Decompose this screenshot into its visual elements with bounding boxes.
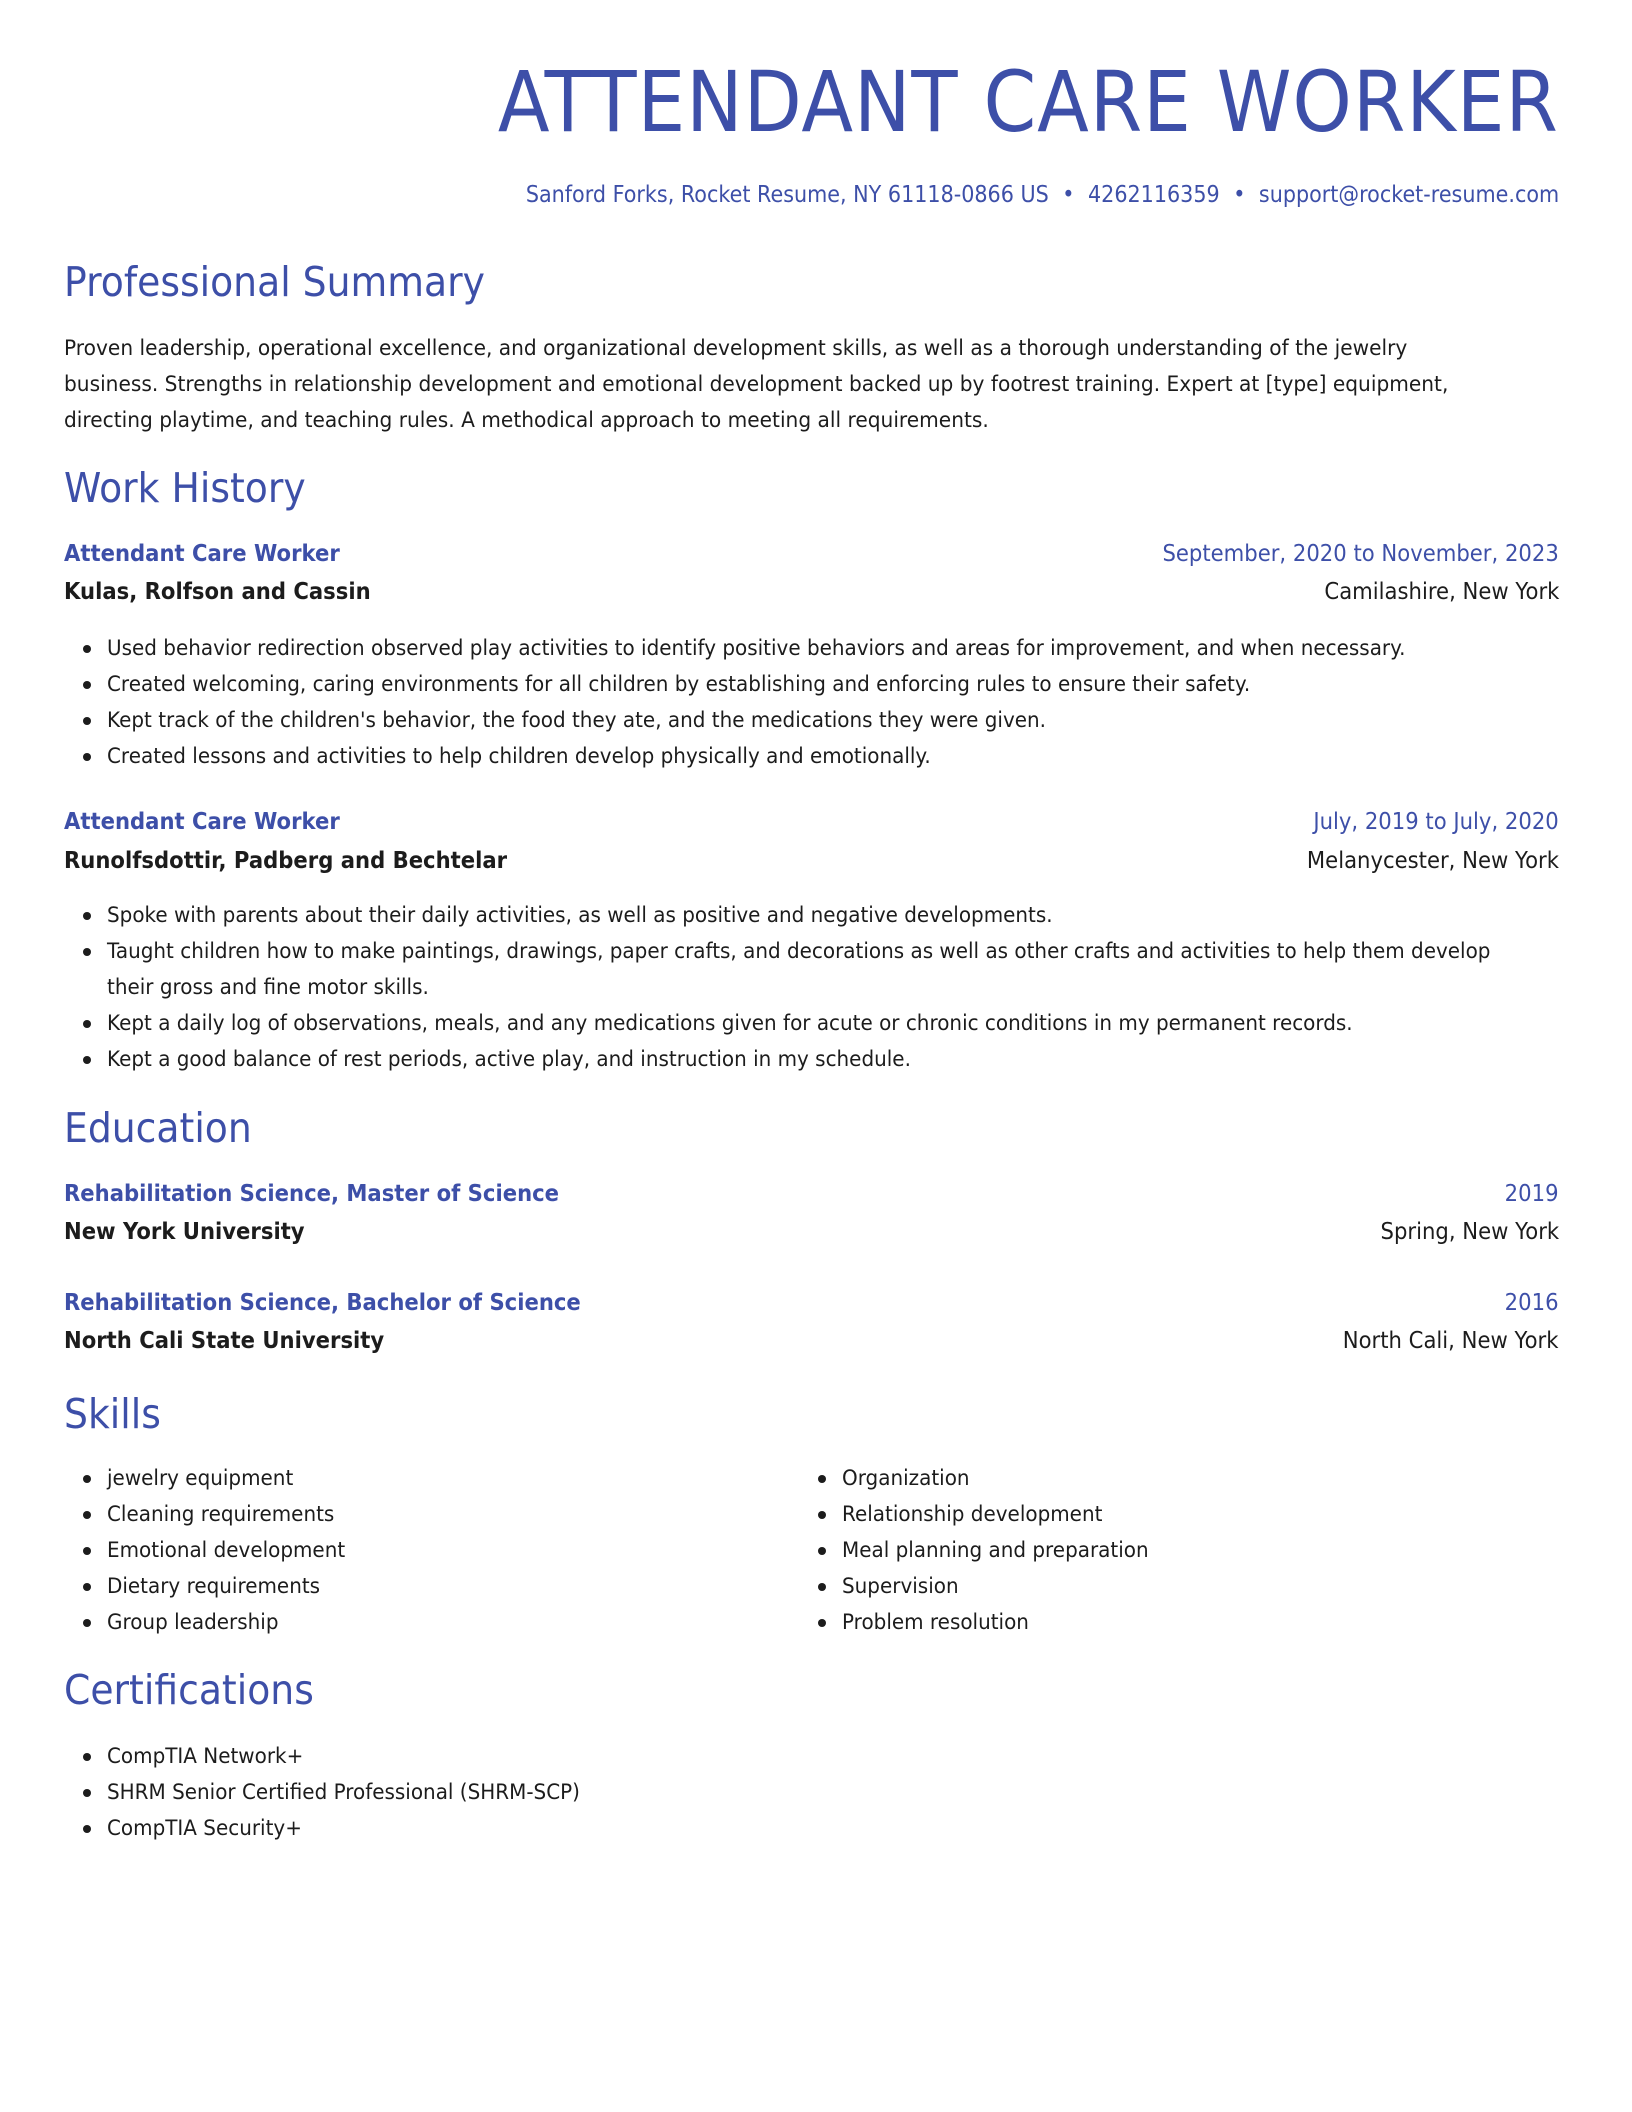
list-item: Taught children how to make paintings, drawings, paper crafts, and decorations as well as other crafts and activities to help them develop their gross and fine motor skills.	[107, 933, 1559, 1005]
education-2-location: North Cali, New York	[1343, 1328, 1559, 1354]
list-item: Emotional development	[107, 1532, 797, 1568]
education-2-degree: Rehabilitation Science, Bachelor of Science	[64, 1290, 581, 1316]
job-2-company: Runolfsdottir, Padberg and Bechtelar	[64, 848, 508, 874]
list-item: Kept track of the children's behavior, the food they ate, and the medications they were given.	[107, 702, 1559, 738]
skills-list-left	[64, 1460, 797, 1640]
list-item: Created lessons and activities to help children develop physically and emotionally.	[107, 738, 1559, 774]
contact-address: Sanford Forks, Rocket Resume, NY 61118-0866 US	[525, 182, 1049, 208]
list-item: CompTIA Security+	[107, 1810, 1559, 1846]
job-1-header	[64, 538, 1559, 570]
summary-text: Proven leadership, operational excellence, and organizational development skills, as well as a thorough understanding of the jewelry business. Strengths in relationship development and emotional development backed up by footrest training. Expert at [type] equipment, directing playtime, and teaching rules. A methodical approach to meeting all requirements.	[64, 336, 1449, 432]
job-2-subheader	[64, 845, 1559, 877]
list-item: SHRM Senior Certified Professional (SHRM-SCP)	[107, 1774, 1559, 1810]
list-item: Meal planning and preparation	[842, 1532, 1532, 1568]
education-1-subheader	[64, 1216, 1559, 1248]
education-1-location: Spring, New York	[1380, 1219, 1559, 1245]
job-1-company: Kulas, Rolfson and Cassin	[64, 579, 371, 605]
education-2-year: 2016	[1505, 1290, 1559, 1316]
contact-email: support@rocket-resume.com	[1258, 182, 1559, 208]
education-2-header	[64, 1287, 1559, 1319]
job-2-title: Attendant Care Worker	[64, 809, 340, 835]
certifications-list	[64, 1738, 1559, 1846]
list-item: Spoke with parents about their daily activities, as well as positive and negative developments.	[107, 897, 1559, 933]
job-1-location: Camilashire, New York	[1323, 579, 1559, 605]
section-heading-summary: Professional Summary	[64, 258, 485, 306]
contact-separator: •	[1062, 182, 1075, 208]
job-1-subheader	[64, 576, 1559, 608]
education-1-school: New York University	[64, 1219, 305, 1245]
list-item: Organization	[842, 1460, 1532, 1496]
job-2-bullets	[64, 897, 1559, 1077]
contact-phone: 4262116359	[1087, 182, 1220, 208]
list-item: Problem resolution	[842, 1604, 1532, 1640]
list-item: Kept a good balance of rest periods, active play, and instruction in my schedule.	[107, 1041, 1559, 1077]
section-heading-skills: Skills	[64, 1390, 161, 1438]
education-2-school: North Cali State University	[64, 1328, 385, 1354]
contact-separator: •	[1233, 182, 1246, 208]
section-heading-certifications: Certifications	[64, 1666, 314, 1714]
list-item: Created welcoming, caring environments for all children by establishing and enforcing rules to ensure their safety.	[107, 666, 1559, 702]
job-2-header	[64, 806, 1559, 838]
list-item: Cleaning requirements	[107, 1496, 797, 1532]
list-item: Dietary requirements	[107, 1568, 797, 1604]
job-1-dates: September, 2020 to November, 2023	[1162, 541, 1559, 567]
list-item: Used behavior redirection observed play activities to identify positive behaviors and areas for improvement, and when necessary.	[107, 630, 1559, 666]
list-item: Group leadership	[107, 1604, 797, 1640]
job-1-bullets	[64, 630, 1559, 774]
job-1-title: Attendant Care Worker	[64, 541, 340, 567]
section-heading-work-history: Work History	[64, 464, 306, 512]
job-2-location: Melanycester, New York	[1306, 848, 1559, 874]
list-item: Kept a daily log of observations, meals, and any medications given for acute or chronic conditions in my permanent records.	[107, 1005, 1559, 1041]
list-item: Supervision	[842, 1568, 1532, 1604]
list-item: jewelry equipment	[107, 1460, 797, 1496]
list-item: Relationship development	[842, 1496, 1532, 1532]
skills-list-right	[799, 1460, 1532, 1640]
education-2-subheader	[64, 1325, 1559, 1357]
list-item: CompTIA Network+	[107, 1738, 1559, 1774]
resume-name-title: ATTENDANT CARE WORKER	[498, 53, 1559, 151]
section-heading-education: Education	[64, 1104, 252, 1152]
education-1-degree: Rehabilitation Science, Master of Science	[64, 1181, 560, 1207]
education-1-year: 2019	[1505, 1181, 1559, 1207]
education-1-header	[64, 1178, 1559, 1210]
job-2-dates: July, 2019 to July, 2020	[1313, 809, 1559, 835]
contact-line	[526, 182, 1559, 208]
